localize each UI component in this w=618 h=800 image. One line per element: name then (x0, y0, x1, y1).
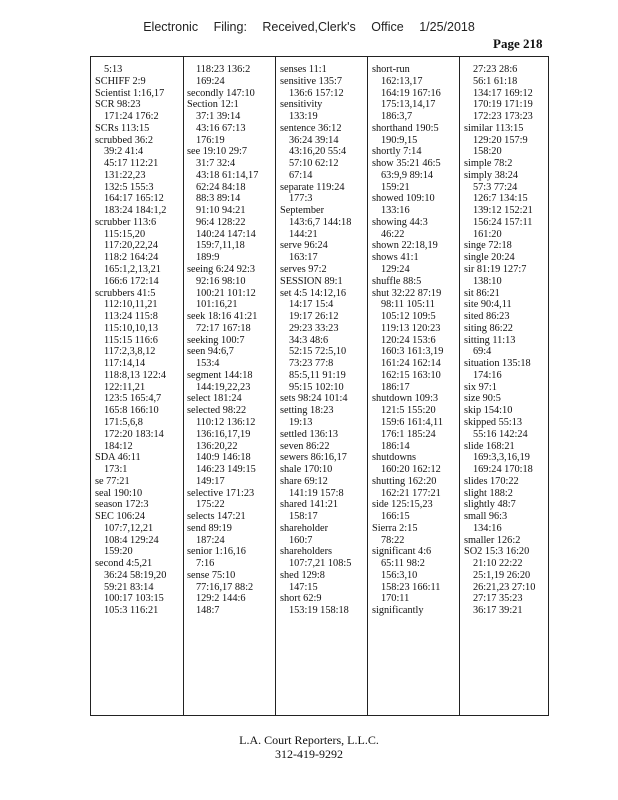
index-page-refs: 175:13,14,17 (381, 99, 436, 111)
index-page-refs: 126:7 134:15 (473, 193, 528, 205)
index-page-refs: 98:11 105:11 (381, 299, 435, 311)
index-page-refs: 156:24 157:11 (473, 216, 533, 228)
index-page-refs: 177:3 (289, 193, 313, 205)
index-page-refs: 112:10,11,21 (104, 299, 158, 311)
index-page-refs: 159:7,11,18 (196, 240, 245, 252)
index-page-refs: 163:17 (289, 252, 318, 264)
index-page-refs: 57:3 77:24 (473, 181, 518, 193)
index-entry: sentence 36:12 (280, 122, 342, 134)
index-page-refs: 162:15 163:10 (381, 369, 441, 381)
index-page-refs: 46:22 (381, 228, 405, 240)
stamp-word: Office (371, 20, 404, 34)
index-page-refs: 138:10 (473, 275, 502, 287)
index-page-refs: 189:9 (196, 252, 220, 264)
index-entry: SDA 46:11 (95, 452, 141, 464)
index-page-refs: 113:24 115:8 (104, 311, 158, 323)
index-entry: send 89:19 (187, 522, 232, 534)
index-entry: season 172:3 (95, 499, 149, 511)
index-page-refs: 159:20 (104, 546, 133, 558)
index-page-refs: 131:22,23 (104, 169, 146, 181)
index-page-refs: 171:24 176:2 (104, 111, 159, 123)
index-page-refs: 62:24 84:18 (196, 181, 246, 193)
index-page-refs: 160:3 161:3,19 (381, 346, 444, 358)
index-entry: Scientist 1:16,17 (95, 87, 165, 99)
index-page-refs: 175:22 (196, 499, 225, 511)
index-page-refs: 169:24 (196, 75, 225, 87)
index-entry: shuffle 88:5 (372, 275, 422, 287)
index-column-3 (280, 64, 370, 617)
index-entry: sensitive 135:7 (280, 75, 343, 87)
index-entry: seen 94:6,7 (187, 346, 234, 358)
index-page-refs: 36:24 39:14 (289, 134, 339, 146)
index-page-refs: 117:20,22,24 (104, 240, 158, 252)
index-entry: September (280, 205, 325, 217)
index-page-refs: 117:14,14 (104, 358, 146, 370)
index-entry: shale 170:10 (280, 464, 333, 476)
index-page-refs: 43:18 61:14,17 (196, 169, 259, 181)
index-entry: see 19:10 29:7 (187, 146, 248, 158)
index-page-refs: 146:23 149:15 (196, 464, 256, 476)
index-page-refs: 140:24 147:14 (196, 228, 256, 240)
index-page-refs: 123:5 165:4,7 (104, 393, 162, 405)
index-entry: seal 190:10 (95, 487, 143, 499)
index-page-refs: 174:16 (473, 369, 502, 381)
index-entry: settled 136:13 (280, 428, 339, 440)
index-page-refs: 19:13 (289, 416, 313, 428)
index-page-refs: 59:21 83:14 (104, 581, 154, 593)
index-entry: shed 129:8 (280, 569, 325, 581)
index-page-refs: 67:14 (289, 169, 313, 181)
index-page-refs: 14:17 15:4 (289, 299, 334, 311)
index-page-refs: 166:15 (381, 511, 410, 523)
index-page-refs: 72:17 167:18 (196, 322, 251, 334)
index-page-refs: 184:12 (104, 440, 133, 452)
index-page-refs: 176:1 185:24 (381, 428, 436, 440)
index-page-refs: 73:23 77:8 (289, 358, 334, 370)
footer-phone: 312-419-9292 (275, 747, 343, 761)
index-entry: senses 11:1 (280, 64, 327, 75)
index-page-refs: 144:21 (289, 228, 318, 240)
index-page-refs: 36:17 39:21 (473, 605, 523, 617)
index-column-4 (372, 64, 462, 617)
index-entry: selects 147:21 (187, 511, 246, 523)
stamp-word: Electronic (143, 20, 199, 34)
index-entry: significant 4:6 (372, 546, 432, 558)
index-page-refs: 143:6,7 144:18 (289, 216, 352, 228)
index-entry: shown 22:18,19 (372, 240, 438, 252)
index-entry: simply 38:24 (464, 169, 519, 181)
index-entry: showed 109:10 (372, 193, 435, 205)
index-page-refs: 161:20 (473, 228, 502, 240)
index-page-refs: 118:8,13 122:4 (104, 369, 166, 381)
index-entry: situation 135:18 (464, 358, 531, 370)
index-entry: scrubbers 41:5 (95, 287, 156, 299)
index-page-refs: 153:4 (196, 358, 220, 370)
index-page-refs: 7:16 (196, 558, 215, 570)
index-page-refs: 186:14 (381, 440, 410, 452)
footer-company: L.A. Court Reporters, L.L.C. (239, 733, 379, 747)
index-page-refs: 171:5,6,8 (104, 416, 143, 428)
index-page-refs: 100:17 103:15 (104, 593, 164, 605)
index-page-refs: 63:9,9 89:14 (381, 169, 434, 181)
index-entry: selective 171:23 (187, 487, 255, 499)
index-page-refs: 190:9,15 (381, 134, 418, 146)
index-entry: slight 188:2 (464, 487, 513, 499)
index-page-refs: 91:10 94:21 (196, 205, 246, 217)
index-page-refs: 118:23 136:2 (196, 64, 251, 75)
index-page-refs: 133:16 (381, 205, 410, 217)
index-page-refs: 129:24 (381, 264, 410, 276)
index-entry: selected 98:22 (187, 405, 247, 417)
index-entry: sense 75:10 (187, 569, 236, 581)
index-page-refs: 140:9 146:18 (196, 452, 251, 464)
index-entry: shareholders (280, 546, 333, 558)
index-entry: simple 78:2 (464, 158, 513, 170)
index-page-refs: 161:24 162:14 (381, 358, 441, 370)
index-entry: shortly 7:14 (372, 146, 422, 158)
index-entry: skipped 55:13 (464, 416, 523, 428)
index-entry: Section 12:1 (187, 99, 239, 111)
index-page-refs: 153:19 158:18 (289, 605, 349, 617)
index-entry: significantly (372, 605, 424, 617)
index-column-1 (95, 64, 185, 617)
index-page-refs: 95:15 102:10 (289, 381, 344, 393)
index-page-refs: 162:13,17 (381, 75, 423, 87)
index-page-refs: 31:7 32:4 (196, 158, 236, 170)
index-page-refs: 19:17 26:12 (289, 311, 339, 323)
index-entry: seeking 100:7 (187, 334, 245, 346)
index-page-refs: 118:2 164:24 (104, 252, 159, 264)
index-entry: six 97:1 (464, 381, 497, 393)
index-page-refs: 100:21 101:12 (196, 287, 256, 299)
index-page-refs: 134:16 (473, 522, 502, 534)
index-page-refs: 169:3,3,16,19 (473, 452, 530, 464)
index-page-refs: 5:13 (104, 64, 123, 75)
index-page-refs: 105:3 116:21 (104, 605, 159, 617)
index-page-refs: 144:19,22,23 (196, 381, 251, 393)
index-page-refs: 57:10 62:12 (289, 158, 339, 170)
index-page-refs: 26:21,23 27:10 (473, 581, 536, 593)
index-page-refs: 165:8 166:10 (104, 405, 159, 417)
index-entry: separate 119:24 (280, 181, 345, 193)
index-page-refs: 115:15,20 (104, 228, 146, 240)
index-entry: sitting 11:13 (464, 334, 516, 346)
index-entry: similar 113:15 (464, 122, 524, 134)
index-entry: shutdown 109:3 (372, 393, 439, 405)
index-entry: slides 170:22 (464, 475, 519, 487)
index-page-refs: 78:22 (381, 534, 405, 546)
index-page-refs: 165:1,2,13,21 (104, 264, 161, 276)
index-entry: Sierra 2:15 (372, 522, 418, 534)
stamp-date: 1/25/2018 (419, 20, 475, 34)
index-entry: singe 72:18 (464, 240, 512, 252)
index-entry: shut 32:22 87:19 (372, 287, 442, 299)
index-page-refs: 27:23 28:6 (473, 64, 518, 75)
index-page-refs: 129:2 144:6 (196, 593, 246, 605)
index-page-refs: 136:16,17,19 (196, 428, 251, 440)
index-page-refs: 170:19 171:19 (473, 99, 533, 111)
index-page-refs: 34:3 48:6 (289, 334, 329, 346)
index-page-refs: 43:16,20 55:4 (289, 146, 347, 158)
index-page-refs: 160:7 (289, 534, 313, 546)
index-page-refs: 187:24 (196, 534, 225, 546)
index-column-5 (464, 64, 554, 617)
index-entry: share 69:12 (280, 475, 328, 487)
index-entry: seeing 6:24 92:3 (187, 264, 256, 276)
index-entry: scrubbed 36:2 (95, 134, 154, 146)
index-page-refs: 85:5,11 91:19 (289, 369, 346, 381)
index-page-refs: 65:11 98:2 (381, 558, 425, 570)
index-entry: SEC 106:24 (95, 511, 146, 523)
index-page-refs: 139:12 152:21 (473, 205, 533, 217)
index-entry: SESSION 89:1 (280, 275, 343, 287)
index-entry: sewers 86:16,17 (280, 452, 347, 464)
index-entry: set 4:5 14:12,16 (280, 287, 347, 299)
index-entry: scrubber 113:6 (95, 216, 157, 228)
index-entry: single 20:24 (464, 252, 515, 264)
index-page-refs: 172:23 173:23 (473, 111, 533, 123)
index-entry: shutdowns (372, 452, 417, 464)
index-page-refs: 45:17 112:21 (104, 158, 159, 170)
index-entry: serves 97:2 (280, 264, 327, 276)
index-entry: seek 18:16 41:21 (187, 311, 258, 323)
index-entry: site 90:4,11 (464, 299, 512, 311)
index-entry: smaller 126:2 (464, 534, 521, 546)
filing-stamp (0, 20, 618, 34)
index-page-refs: 25:1,19 26:20 (473, 569, 531, 581)
index-entry: shared 141:21 (280, 499, 339, 511)
index-entry: sets 98:24 101:4 (280, 393, 348, 405)
index-entry: size 90:5 (464, 393, 501, 405)
index-page-refs: 158:17 (289, 511, 318, 523)
index-page-refs: 119:13 120:23 (381, 322, 441, 334)
index-page-refs: 115:15 116:6 (104, 334, 158, 346)
index-entry: SCR 98:23 (95, 99, 141, 111)
index-page-refs: 107:7,12,21 (104, 522, 154, 534)
index-entry: seven 86:22 (280, 440, 330, 452)
index-page-refs: 158:23 166:11 (381, 581, 441, 593)
index-entry: shutting 162:20 (372, 475, 437, 487)
index-page-refs: 159:6 161:4,11 (381, 416, 443, 428)
index-entry: slightly 48:7 (464, 499, 516, 511)
index-entry: se 77:21 (95, 475, 130, 487)
index-page-refs: 172:20 183:14 (104, 428, 164, 440)
index-entry: short-run (372, 64, 410, 75)
index-entry: siting 86:22 (464, 322, 513, 334)
index-entry: short 62:9 (280, 593, 322, 605)
index-page-refs: 170:11 (381, 593, 410, 605)
index-entry: senior 1:16,16 (187, 546, 246, 558)
index-entry: sited 86:23 (464, 311, 510, 323)
index-entry: showing 44:3 (372, 216, 428, 228)
index-page-refs: 77:16,17 88:2 (196, 581, 254, 593)
index-page-refs: 136:6 157:12 (289, 87, 344, 99)
index-page-refs: 136:20,22 (196, 440, 238, 452)
index-page-refs: 173:1 (104, 464, 128, 476)
index-page-refs: 69:4 (473, 346, 492, 358)
index-page-refs: 56:1 61:18 (473, 75, 518, 87)
index-entry: shareholder (280, 522, 329, 534)
index-entry: secondly 147:10 (187, 87, 255, 99)
index-entry: SO2 15:3 16:20 (464, 546, 530, 558)
index-entry: second 4:5,21 (95, 558, 153, 570)
index-entry: SCHIFF 2:9 (95, 75, 146, 87)
index-entry: segment 144:18 (187, 369, 253, 381)
index-page-refs: 166:6 172:14 (104, 275, 159, 287)
index-page-refs: 176:19 (196, 134, 225, 146)
index-entry: show 35:21 46:5 (372, 158, 441, 170)
index-entry: sit 86:21 (464, 287, 500, 299)
index-frame (90, 56, 549, 716)
index-page-refs: 147:15 (289, 581, 318, 593)
index-entry: shows 41:1 (372, 252, 419, 264)
index-page-refs: 141:19 157:8 (289, 487, 344, 499)
index-entry: shorthand 190:5 (372, 122, 439, 134)
index-page-refs: 162:21 177:21 (381, 487, 441, 499)
index-page-refs: 160:20 162:12 (381, 464, 441, 476)
index-entry: select 181:24 (187, 393, 242, 405)
index-entry: sir 81:19 127:7 (464, 264, 527, 276)
index-entry: skip 154:10 (464, 405, 513, 417)
index-column-2 (187, 64, 277, 617)
index-page-refs: 186:17 (381, 381, 410, 393)
index-page-refs: 186:3,7 (381, 111, 413, 123)
index-page-refs: 101:16,21 (196, 299, 238, 311)
index-entry: serve 96:24 (280, 240, 328, 252)
index-page-refs: 133:19 (289, 111, 318, 123)
stamp-word: Filing: (213, 20, 247, 34)
index-page-refs: 107:7,21 108:5 (289, 558, 352, 570)
index-page-refs: 29:23 33:23 (289, 322, 339, 334)
index-page-refs: 37:1 39:14 (196, 111, 241, 123)
index-page-refs: 117:2,3,8,12 (104, 346, 156, 358)
index-page-refs: 164:19 167:16 (381, 87, 441, 99)
index-page-refs: 148:7 (196, 605, 220, 617)
index-page-refs: 27:17 35:23 (473, 593, 523, 605)
stamp-word: Received,Clerk's (262, 20, 356, 34)
index-page-refs: 52:15 72:5,10 (289, 346, 347, 358)
index-page-refs: 121:5 155:20 (381, 405, 436, 417)
index-page-refs: 55:16 142:24 (473, 428, 528, 440)
index-page-refs: 105:12 109:5 (381, 311, 436, 323)
index-entry: sensitivity (280, 99, 323, 111)
index-page-refs: 159:21 (381, 181, 410, 193)
index-entry: SCRs 113:15 (95, 122, 150, 134)
index-page-refs: 132:5 155:3 (104, 181, 154, 193)
index-page-refs: 36:24 58:19,20 (104, 569, 167, 581)
index-page-refs: 108:4 129:24 (104, 534, 159, 546)
index-page-refs: 134:17 169:12 (473, 87, 533, 99)
index-page-refs: 129:20 157:9 (473, 134, 528, 146)
index-entry: small 96:3 (464, 511, 508, 523)
index-entry: slide 168:21 (464, 440, 515, 452)
index-page-refs: 149:17 (196, 475, 225, 487)
index-page-refs: 120:24 153:6 (381, 334, 436, 346)
index-page-refs: 88:3 89:14 (196, 193, 241, 205)
index-page-refs: 21:10 22:22 (473, 558, 523, 570)
index-page-refs: 122:11,21 (104, 381, 146, 393)
index-page-refs: 164:17 165:12 (104, 193, 164, 205)
index-page-refs: 92:16 98:10 (196, 275, 246, 287)
index-page-refs: 96:4 128:22 (196, 216, 246, 228)
index-page-refs: 158:20 (473, 146, 502, 158)
index-page-refs: 183:24 184:1,2 (104, 205, 167, 217)
page-number: Page 218 (493, 36, 543, 51)
index-page-refs: 43:16 67:13 (196, 122, 246, 134)
index-page-refs: 110:12 136:12 (196, 416, 256, 428)
index-entry: side 125:15,23 (372, 499, 433, 511)
index-page-refs: 156:3,10 (381, 569, 418, 581)
index-page-refs: 169:24 170:18 (473, 464, 533, 476)
index-entry: setting 18:23 (280, 405, 334, 417)
index-page-refs: 39:2 41:4 (104, 146, 144, 158)
index-page-refs: 115:10,10,13 (104, 322, 158, 334)
